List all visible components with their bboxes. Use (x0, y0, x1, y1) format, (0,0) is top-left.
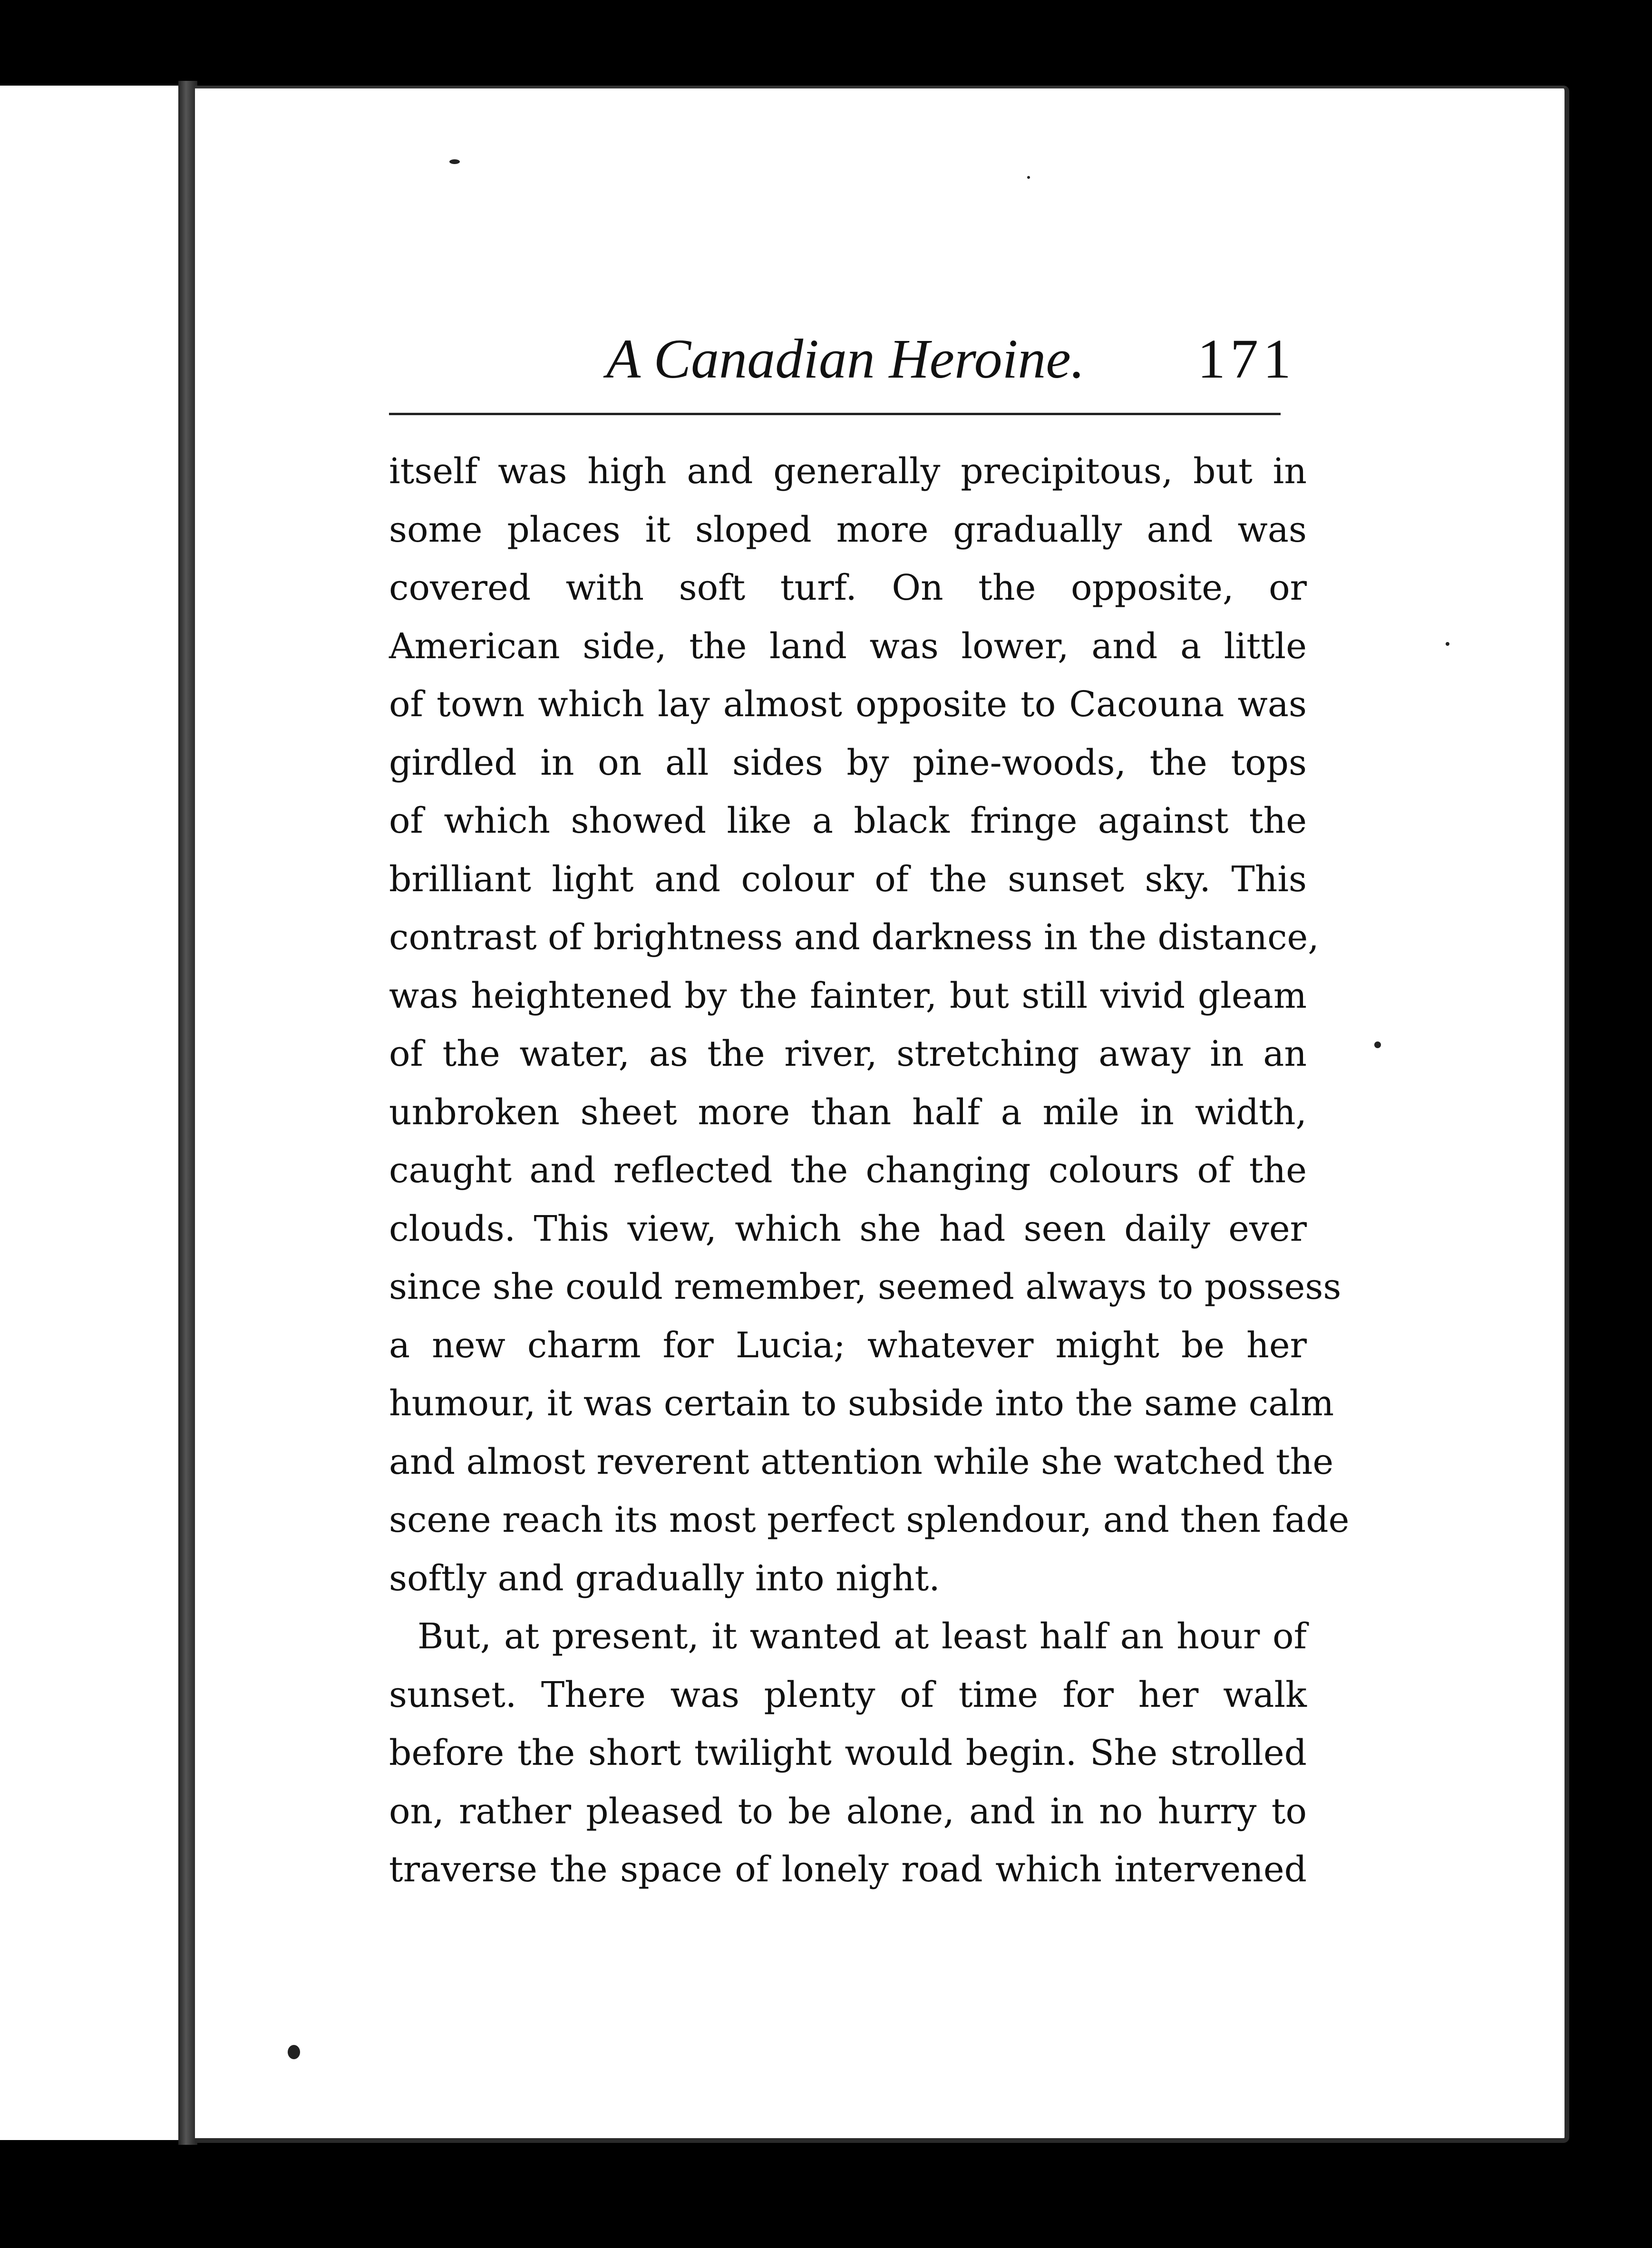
running-head (606, 323, 1296, 395)
text-line: a new charm for Lucia; whatever might be her (389, 1324, 1307, 1366)
text-line: before the short twilight would begin. She strolled (389, 1732, 1307, 1773)
text-line: humour, it was certain to subside into the same calm (389, 1383, 1334, 1424)
text-line: sunset. There was plenty of time for her walk (389, 1674, 1307, 1715)
scan-speck (1027, 176, 1030, 179)
scan-speck (1374, 1041, 1381, 1048)
book-gutter (178, 81, 197, 2145)
text-line: itself was high and generally precipitous, but in (389, 451, 1307, 492)
header-rule (389, 413, 1281, 415)
paragraph-end-line: softly and gradually into night. (389, 1557, 940, 1599)
text-line: was heightened by the fainter, but still vivid gleam (389, 975, 1307, 1016)
text-line: contrast of brightness and darkness in the distance, (389, 917, 1319, 958)
text-line: clouds. This view, which she had seen daily ever (389, 1208, 1307, 1249)
text-line: of the water, as the river, stretching away in an (389, 1033, 1307, 1074)
text-line: since she could remember, seemed always to possess (389, 1266, 1341, 1307)
paragraph-start-line: But, at present, it wanted at least half an hour of (418, 1616, 1307, 1657)
text-line: some places it sloped more gradually and was (389, 509, 1307, 550)
text-line: American side, the land was lower, and a little (389, 625, 1307, 667)
facing-page-edge (0, 86, 187, 2140)
text-line: unbroken sheet more than half a mile in width, (389, 1091, 1307, 1133)
scan-speck (1446, 642, 1449, 646)
text-line: covered with soft turf. On the opposite, or (389, 567, 1307, 608)
body-text (389, 442, 1350, 1899)
page-number: 171 (1197, 328, 1296, 390)
text-line: girdled in on all sides by pine-woods, the tops (389, 742, 1307, 783)
text-line: traverse the space of lonely road which intervened (389, 1849, 1307, 1890)
text-line: of town which lay almost opposite to Cacouna was (389, 684, 1307, 725)
text-line: scene reach its most perfect splendour, and then fade (389, 1499, 1350, 1540)
scan-speck (288, 2045, 300, 2059)
text-line: brilliant light and colour of the sunset sky. This (389, 858, 1307, 900)
text-line: and almost reverent attention while she watched the (389, 1441, 1334, 1482)
text-line: caught and reflected the changing colours of the (389, 1150, 1307, 1191)
scan-speck (449, 159, 460, 164)
text-line: on, rather pleased to be alone, and in no hurry to (389, 1791, 1307, 1832)
running-head-title: A Canadian Heroine. (606, 328, 1085, 390)
text-line: of which showed like a black fringe against the (389, 800, 1307, 841)
